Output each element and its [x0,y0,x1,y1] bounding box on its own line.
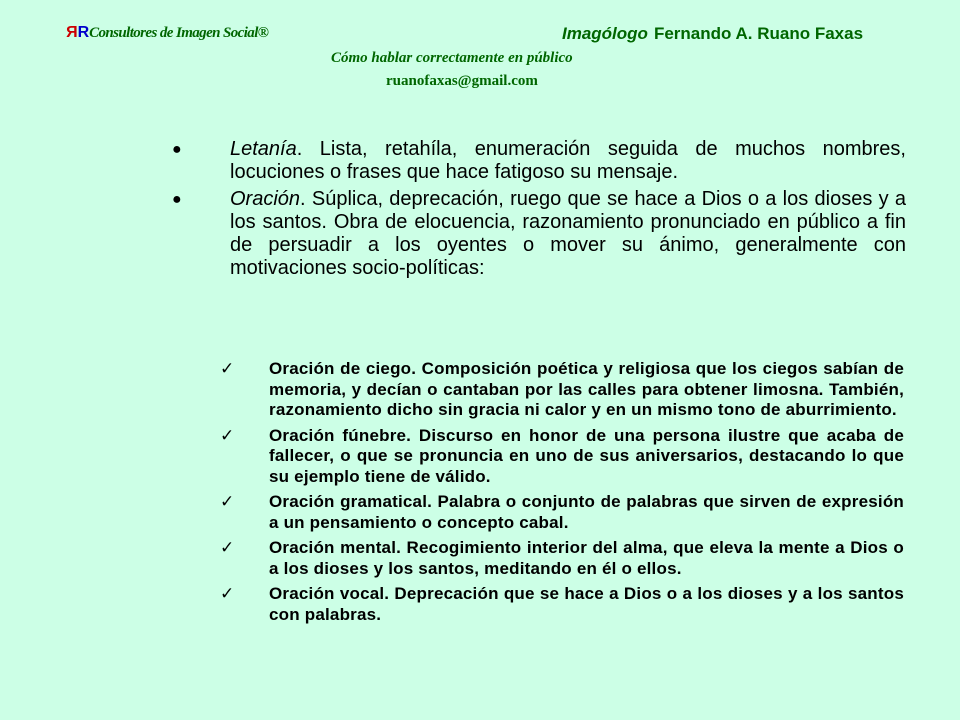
subdefinition-list [220,359,904,630]
contact-email: ruanofaxas@gmail.com [386,73,538,89]
author-role: Imagólogo [562,24,648,43]
checkmark-icon: ✓ [220,359,235,378]
logo-mark-r: R [77,24,90,41]
subdefinition-text: Oración gramatical. Palabra o conjunto de palabras que sirven de expresión a un pensamiento o concepto cabal. [269,492,904,532]
subdefinition-item [220,359,904,421]
subdefinition-item [220,584,904,625]
subdefinition-item [220,426,904,488]
logo-mark-reversed-r: R [66,24,78,41]
definition-list [172,138,906,284]
definition-term: Letanía [230,138,297,160]
bullet-icon: ● [172,141,182,158]
subdefinition-item [220,492,904,533]
definition-term: Oración [230,188,301,210]
subdefinition-text: Oración fúnebre. Discurso en honor de una persona ilustre que acaba de fallecer, o que se pronuncia en uno de sus aniversarios, destacando lo que su ejemplo tiene de válido. [269,425,904,486]
author-header [562,24,863,44]
subdefinition-text: Oración de ciego. Composición poética y religiosa que los ciegos sabían de memoria, y decían o cantaban por las calles para obtener limosna. También, razonamiento dicho sin gracia ni calor y en un mismo tono de aburrimiento. [269,359,904,419]
definition-item-letania [172,138,906,184]
definition-text: . Lista, retahíla, enumeración seguida de muchos nombres, locuciones o frases que hace fatigoso su mensaje. [230,138,906,183]
subdefinition-item [220,538,904,579]
subdefinition-text: Oración vocal. Deprecación que se hace a Dios o a los dioses y a los santos con palabras. [269,584,904,624]
checkmark-icon: ✓ [220,425,235,445]
checkmark-icon: ✓ [220,492,235,511]
brand-logo [66,24,268,42]
logo-text: Consultores de Imagen Social® [89,25,269,41]
definition-text: . Súplica, deprecación, ruego que se hace a Dios o a los dioses y a los santos. Obra de elocuencia, razonamiento pronunciado en público a fin de persuadir a los oyentes o mover su ánimo, generalmente con motivaciones socio-políticas: [230,188,906,279]
bullet-icon: ● [172,191,182,208]
checkmark-icon: ✓ [220,584,235,603]
page-subtitle: Cómo hablar correctamente en público [331,50,573,66]
author-name: Fernando A. Ruano Faxas [653,24,864,43]
definition-item-oracion [172,188,906,280]
checkmark-icon: ✓ [220,538,235,557]
subdefinition-text: Oración mental. Recogimiento interior del alma, que eleva la mente a Dios o a los dioses y los santos, meditando en él o ellos. [269,538,904,578]
